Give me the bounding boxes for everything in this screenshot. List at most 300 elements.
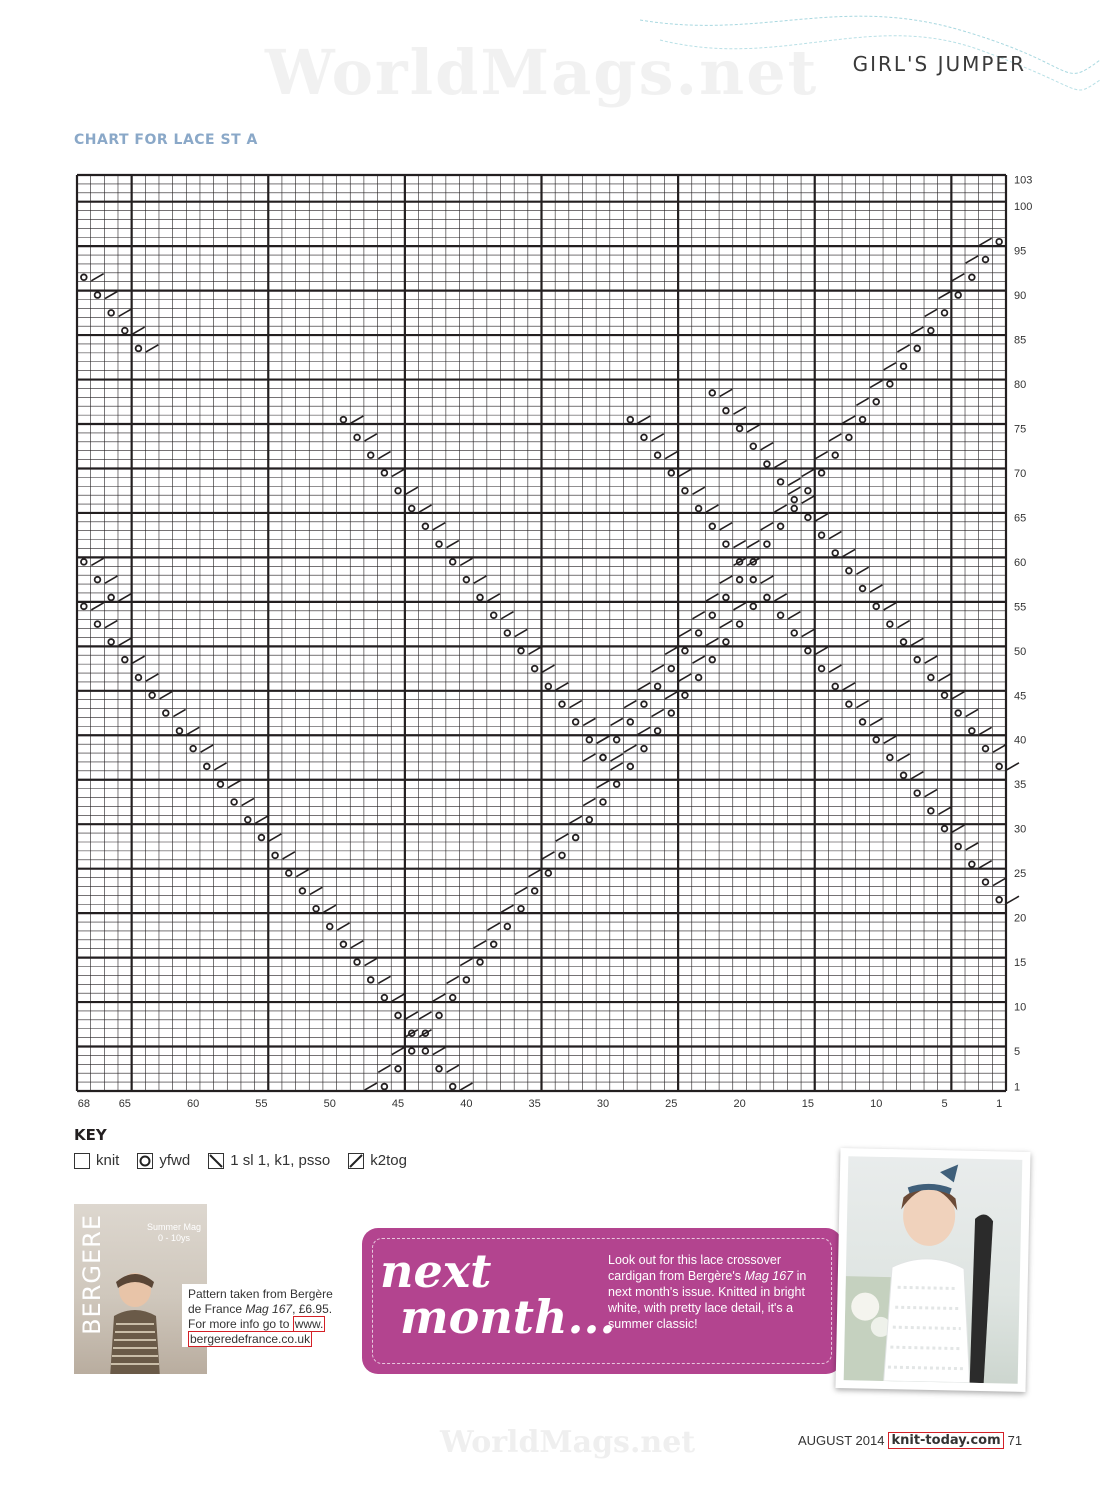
next-month-text-mag: Mag 167 xyxy=(744,1269,794,1283)
k2tog-symbol xyxy=(392,994,404,1001)
yfwd-symbol xyxy=(983,746,989,752)
k2tog-symbol xyxy=(392,1047,404,1054)
yfwd-symbol xyxy=(559,852,565,858)
k2tog-symbol xyxy=(829,434,841,441)
yfwd-symbol xyxy=(573,719,579,725)
watermark-top: WorldMags.net xyxy=(265,36,819,109)
row-label: 25 xyxy=(1014,868,1027,881)
k2tog-symbol xyxy=(856,398,868,405)
yfwd-symbol xyxy=(901,363,907,369)
row-label: 70 xyxy=(1014,467,1027,480)
yfwd-symbol xyxy=(641,435,647,441)
yfwd-symbol xyxy=(423,1048,429,1054)
column-label: 60 xyxy=(187,1098,200,1110)
yfwd-symbol xyxy=(805,488,811,494)
k2tog-symbol xyxy=(1007,896,1019,903)
k2tog-symbol xyxy=(665,647,677,654)
k2tog-symbol xyxy=(692,612,704,619)
k2tog-symbol xyxy=(665,692,677,699)
yfwd-symbol xyxy=(887,755,893,761)
k2tog-symbol xyxy=(460,558,472,565)
k2tog-symbol xyxy=(570,701,582,708)
yfwd-symbol xyxy=(846,568,852,574)
footer-page-number: 71 xyxy=(1007,1433,1023,1448)
k2tog-symbol xyxy=(774,594,786,601)
yfwd-symbol xyxy=(778,612,784,618)
credit-mag: Mag 167 xyxy=(245,1302,293,1316)
k2tog-symbol xyxy=(406,487,418,494)
yfwd-symbol xyxy=(668,710,674,716)
key-item-yfwd xyxy=(137,1152,190,1169)
k2tog-symbol xyxy=(378,1065,390,1072)
yfwd-symbol xyxy=(750,443,756,449)
k2tog-symbol xyxy=(228,781,240,788)
k2tog-symbol xyxy=(488,923,500,930)
yfwd-symbol xyxy=(245,817,251,823)
row-label: 65 xyxy=(1014,512,1027,525)
k2tog-symbol xyxy=(761,443,773,450)
yfwd-symbol xyxy=(95,577,101,583)
k2tog-symbol xyxy=(187,727,199,734)
k2tog-symbol xyxy=(952,274,964,281)
yfwd-symbol xyxy=(218,781,224,787)
footer-site-link[interactable]: knit-today.com xyxy=(888,1432,1003,1449)
k2tog-symbol xyxy=(815,452,827,459)
credit-line1: Pattern taken from Bergère xyxy=(188,1287,333,1301)
k2tog-symbol xyxy=(406,1012,418,1019)
credit-line2: de France xyxy=(188,1302,246,1316)
k2tog-symbol xyxy=(706,505,718,512)
k2tog-symbol xyxy=(788,612,800,619)
k2tog-symbol xyxy=(651,434,663,441)
k2tog-symbol xyxy=(242,798,254,805)
k2tog-symbol xyxy=(665,452,677,459)
row-label: 50 xyxy=(1014,645,1027,658)
yfwd-symbol xyxy=(682,488,688,494)
yfwd-symbol xyxy=(354,435,360,441)
yfwd-symbol xyxy=(709,523,715,529)
yfwd-symbol xyxy=(723,639,729,645)
k2tog-symbol xyxy=(515,629,527,636)
yfwd-symbol xyxy=(532,888,538,894)
footer-issue: AUGUST 2014 xyxy=(798,1433,885,1448)
yfwd-symbol xyxy=(518,906,524,912)
yfwd-symbol xyxy=(231,799,237,805)
column-label: 50 xyxy=(323,1098,336,1110)
yfwd-symbol xyxy=(696,675,702,681)
yfwd-symbol xyxy=(163,710,169,716)
yfwd-symbol xyxy=(641,701,647,707)
yfwd-symbol xyxy=(95,292,101,298)
yfwd-symbol xyxy=(709,657,715,663)
yfwd-symbol xyxy=(764,461,770,467)
yfwd-symbol xyxy=(395,1066,401,1072)
k2tog-symbol xyxy=(938,807,950,814)
yfwd-symbol xyxy=(504,924,510,930)
row-label: 103 xyxy=(1014,174,1033,187)
row-label: 45 xyxy=(1014,690,1027,703)
yfwd-symbol xyxy=(477,959,483,965)
key-item-sl1-k1-psso xyxy=(208,1152,330,1169)
yfwd-symbol xyxy=(696,506,702,512)
k2tog-symbol xyxy=(733,407,745,414)
yfwd-symbol xyxy=(709,390,715,396)
k2tog-symbol xyxy=(119,638,131,645)
k2tog-symbol xyxy=(91,558,103,565)
row-label: 85 xyxy=(1014,334,1027,347)
k2tog-symbol xyxy=(570,816,582,823)
k2tog-symbol xyxy=(952,692,964,699)
row-label: 55 xyxy=(1014,601,1027,614)
yfwd-symbol xyxy=(450,559,456,565)
yfwd-symbol xyxy=(286,870,292,876)
yfwd-symbol xyxy=(108,310,114,316)
column-label: 35 xyxy=(528,1098,541,1110)
column-label: 1 xyxy=(996,1098,1003,1110)
yfwd-symbol xyxy=(764,595,770,601)
k2tog-symbol xyxy=(788,478,800,485)
yfwd-symbol xyxy=(614,737,620,743)
yfwd-symbol xyxy=(791,630,797,636)
yfwd-symbol xyxy=(259,835,265,841)
k2tog-symbol xyxy=(269,834,281,841)
yfwd-symbol xyxy=(832,684,838,690)
yfwd-symbol xyxy=(887,381,893,387)
k2tog-symbol xyxy=(733,603,745,610)
k2tog-symbol xyxy=(433,523,445,530)
k2tog-symbol xyxy=(365,434,377,441)
k2tog-symbol xyxy=(160,692,172,699)
k2tog-symbol xyxy=(897,754,909,761)
yfwd-symbol xyxy=(655,728,661,734)
k2tog-symbol xyxy=(720,523,732,530)
yfwd-symbol xyxy=(914,790,920,796)
next-month-heading-line2: month... xyxy=(400,1290,616,1344)
next-month-panel xyxy=(362,1228,842,1374)
k2tog-symbol xyxy=(884,363,896,370)
k2tog-symbol xyxy=(979,727,991,734)
yfwd-symbol xyxy=(600,755,606,761)
yfwd-symbol xyxy=(996,239,1002,245)
yfwd-symbol xyxy=(450,1084,456,1090)
k2tog-symbol xyxy=(829,665,841,672)
yfwd-symbol xyxy=(764,541,770,547)
yfwd-symbol xyxy=(641,746,647,752)
yfwd-symbol xyxy=(395,1013,401,1019)
yfwd-symbol xyxy=(928,808,934,814)
yfwd-symbol xyxy=(149,692,155,698)
k2tog-symbol xyxy=(419,1012,431,1019)
k2tog-symbol xyxy=(856,567,868,574)
yfwd-symbol xyxy=(873,399,879,405)
k2tog-symbol xyxy=(815,514,827,521)
k2tog-symbol xyxy=(815,647,827,654)
cardigan-photo xyxy=(836,1148,1031,1392)
k2tog-symbol xyxy=(310,887,322,894)
k2tog-symbol xyxy=(679,674,691,681)
yfwd-symbol xyxy=(122,657,128,663)
k2tog-symbol xyxy=(556,683,568,690)
yfwd-symbol xyxy=(586,817,592,823)
yfwd-symbol xyxy=(450,995,456,1001)
column-label: 65 xyxy=(118,1098,131,1110)
credit-link-part1[interactable]: www. xyxy=(294,1317,324,1331)
row-label: 75 xyxy=(1014,423,1027,436)
k2tog-symbol xyxy=(802,496,814,503)
k2tog-symbol xyxy=(119,309,131,316)
yfwd-symbol xyxy=(423,523,429,529)
k2tog-symbol xyxy=(624,701,636,708)
k2tog-symbol xyxy=(706,594,718,601)
yfwd-symbol xyxy=(860,417,866,423)
credit-price: , £6.95. xyxy=(292,1302,333,1316)
k2tog-symbol xyxy=(938,674,950,681)
column-label: 15 xyxy=(801,1098,815,1110)
k2tog-symbol xyxy=(378,452,390,459)
k2tog-symbol xyxy=(692,656,704,663)
k2tog-symbol xyxy=(447,541,459,548)
watermark-bottom: WorldMags.net xyxy=(440,1425,696,1460)
next-month-heading-line1: next xyxy=(380,1244,492,1298)
yfwd-symbol xyxy=(382,995,388,1001)
k2tog-symbol xyxy=(706,638,718,645)
yfwd-symbol xyxy=(586,737,592,743)
row-label: 5 xyxy=(1014,1045,1021,1058)
yfwd-symbol xyxy=(983,879,989,885)
credit-link-part2[interactable]: bergeredefrance.co.uk xyxy=(190,1332,311,1346)
k2tog-symbol xyxy=(296,870,308,877)
cover-brand: BERGERE xyxy=(78,1214,106,1335)
k2tog-symbol xyxy=(474,941,486,948)
row-label: 95 xyxy=(1014,245,1027,258)
yfwd-symbol xyxy=(682,648,688,654)
k2tog-symbol xyxy=(774,505,786,512)
row-label: 20 xyxy=(1014,912,1027,925)
yfwd-symbol xyxy=(81,274,87,280)
k2tog-symbol xyxy=(119,594,131,601)
k2tog-symbol xyxy=(979,861,991,868)
k2tog-symbol xyxy=(911,327,923,334)
yfwd-symbol xyxy=(819,470,825,476)
yfwd-symbol xyxy=(983,257,989,263)
yfwd-symbol xyxy=(737,621,743,627)
key-label-yfwd: yfwd xyxy=(159,1152,191,1169)
yfwd-symbol xyxy=(778,479,784,485)
k2tog-symbol xyxy=(884,603,896,610)
yfwd-symbol xyxy=(955,292,961,298)
row-label: 10 xyxy=(1014,1001,1027,1014)
column-label: 10 xyxy=(870,1098,883,1110)
k2tog-symbol xyxy=(105,576,117,583)
k2tog-symbol xyxy=(774,460,786,467)
yfwd-symbol xyxy=(805,515,811,521)
k2tog-symbol xyxy=(802,629,814,636)
yfwd-symbol xyxy=(750,603,756,609)
key-item-knit xyxy=(74,1152,119,1169)
yfwd-symbol xyxy=(655,684,661,690)
k2tog-symbol xyxy=(146,674,158,681)
key-label-k2tog: k2tog xyxy=(370,1152,407,1169)
yfwd-symbol xyxy=(901,639,907,645)
yfwd-symbol xyxy=(436,541,442,547)
yfwd-symbol xyxy=(723,408,729,414)
yfwd-symbol xyxy=(573,835,579,841)
yfwd-symbol xyxy=(942,826,948,832)
yfwd-symbol xyxy=(436,1013,442,1019)
row-label: 100 xyxy=(1014,201,1033,214)
yfwd-symbol xyxy=(791,497,797,503)
k2tog-symbol xyxy=(529,870,541,877)
yfwd-symbol xyxy=(627,417,633,423)
k2tog-symbol xyxy=(365,1083,377,1090)
yfwd-symbol xyxy=(504,630,510,636)
page-title: GIRL'S JUMPER xyxy=(852,52,1026,76)
k2tog-symbol xyxy=(720,389,732,396)
yfwd-symbol xyxy=(464,577,470,583)
column-label: 68 xyxy=(77,1098,90,1110)
k2tog-symbol xyxy=(761,576,773,583)
row-label: 80 xyxy=(1014,378,1027,391)
k2tog-symbol xyxy=(515,887,527,894)
yfwd-symbol xyxy=(600,799,606,805)
yfwd-symbol xyxy=(655,452,661,458)
yfwd-symbol xyxy=(969,274,975,280)
k2tog-symbol xyxy=(1007,763,1019,770)
row-label: 90 xyxy=(1014,290,1027,303)
yfwd-symbol xyxy=(136,675,142,681)
yfwd-symbol xyxy=(819,532,825,538)
yfwd-symbol xyxy=(341,417,347,423)
k2tog-symbol xyxy=(201,745,213,752)
yfwd-symbol xyxy=(300,888,306,894)
row-label: 35 xyxy=(1014,779,1027,792)
yfwd-symbol xyxy=(819,666,825,672)
k2tog-symbol xyxy=(692,487,704,494)
yfwd-symbol xyxy=(846,701,852,707)
k2tog-symbol xyxy=(925,790,937,797)
k2tog-symbol xyxy=(870,380,882,387)
k2tog-symbol xyxy=(433,1047,445,1054)
yfwd-symbol xyxy=(873,737,879,743)
k2tog-symbol xyxy=(132,327,144,334)
yfwd-symbol xyxy=(778,523,784,529)
yfwd-symbol xyxy=(996,897,1002,903)
column-label: 25 xyxy=(665,1098,678,1110)
yfwd-symbol xyxy=(682,692,688,698)
yfwd-symbol xyxy=(614,781,620,787)
k2tog-symbol xyxy=(993,878,1005,885)
k2tog-symbol xyxy=(747,541,759,548)
k2tog-symbol xyxy=(583,798,595,805)
yfwd-symbol xyxy=(382,1084,388,1090)
yfwd-symbol xyxy=(491,941,497,947)
slash-square-icon xyxy=(348,1153,364,1169)
k2tog-symbol xyxy=(378,976,390,983)
k2tog-symbol xyxy=(952,825,964,832)
yfwd-symbol xyxy=(177,728,183,734)
yfwd-symbol xyxy=(464,977,470,983)
column-label: 5 xyxy=(941,1098,948,1110)
k2tog-symbol xyxy=(938,292,950,299)
k2tog-symbol xyxy=(132,656,144,663)
k2tog-symbol xyxy=(843,416,855,423)
yfwd-symbol xyxy=(737,577,743,583)
chart-column-labels xyxy=(78,1098,1003,1110)
yfwd-symbol xyxy=(108,595,114,601)
yfwd-symbol xyxy=(928,675,934,681)
k2tog-symbol xyxy=(91,603,103,610)
k2tog-symbol xyxy=(488,594,500,601)
k2tog-symbol xyxy=(870,585,882,592)
yfwd-symbol xyxy=(696,630,702,636)
yfwd-symbol xyxy=(873,603,879,609)
yfwd-symbol xyxy=(136,346,142,352)
k2tog-symbol xyxy=(324,905,336,912)
k2tog-symbol xyxy=(638,416,650,423)
yfwd-symbol xyxy=(832,452,838,458)
k2tog-symbol xyxy=(720,576,732,583)
k2tog-symbol xyxy=(529,647,541,654)
k2tog-symbol xyxy=(843,683,855,690)
k2tog-symbol xyxy=(624,745,636,752)
k2tog-symbol xyxy=(351,941,363,948)
yfwd-symbol xyxy=(709,612,715,618)
yfwd-symbol xyxy=(860,719,866,725)
cover-subtitle xyxy=(144,1222,204,1244)
k2tog-symbol xyxy=(501,905,513,912)
k2tog-symbol xyxy=(884,736,896,743)
yfwd-symbol xyxy=(545,870,551,876)
k2tog-symbol xyxy=(105,292,117,299)
column-label: 40 xyxy=(460,1098,473,1110)
next-month-text-start: Look out for this lace crossover cardigan from Bergère's xyxy=(608,1253,781,1283)
yfwd-symbol xyxy=(81,559,87,565)
yfwd-symbol xyxy=(791,506,797,512)
yfwd-symbol xyxy=(723,595,729,601)
k2tog-symbol xyxy=(925,656,937,663)
k2tog-symbol xyxy=(679,469,691,476)
k2tog-symbol xyxy=(501,612,513,619)
k2tog-symbol xyxy=(720,621,732,628)
k2tog-symbol xyxy=(283,852,295,859)
yfwd-symbol xyxy=(95,621,101,627)
k2tog-symbol xyxy=(897,345,909,352)
k2tog-symbol xyxy=(365,958,377,965)
cover-subtitle-line1: Summer Mag xyxy=(146,1222,201,1232)
yfwd-symbol xyxy=(996,764,1002,770)
k2tog-symbol xyxy=(911,772,923,779)
k2tog-symbol xyxy=(447,976,459,983)
key-label-knit: knit xyxy=(96,1152,120,1169)
k2tog-symbol xyxy=(610,754,622,761)
next-month-text-end: in next month's issue. Knitted in bright white, with pretty lace detail, it's a summer classic! xyxy=(608,1269,807,1331)
yfwd-symbol xyxy=(955,710,961,716)
k2tog-symbol xyxy=(597,736,609,743)
chart-row-labels xyxy=(1014,174,1032,1093)
k2tog-symbol xyxy=(214,763,226,770)
row-label: 30 xyxy=(1014,823,1027,836)
k2tog-symbol xyxy=(979,238,991,245)
k2tog-symbol xyxy=(583,754,595,761)
yfwd-symbol xyxy=(559,701,565,707)
k2tog-symbol xyxy=(679,629,691,636)
yfwd-symbol xyxy=(846,435,852,441)
yfwd-symbol xyxy=(942,692,948,698)
k2tog-symbol xyxy=(966,709,978,716)
cardigan-photo-image xyxy=(844,1156,1023,1384)
yfwd-symbol xyxy=(368,977,374,983)
k2tog-symbol xyxy=(651,665,663,672)
